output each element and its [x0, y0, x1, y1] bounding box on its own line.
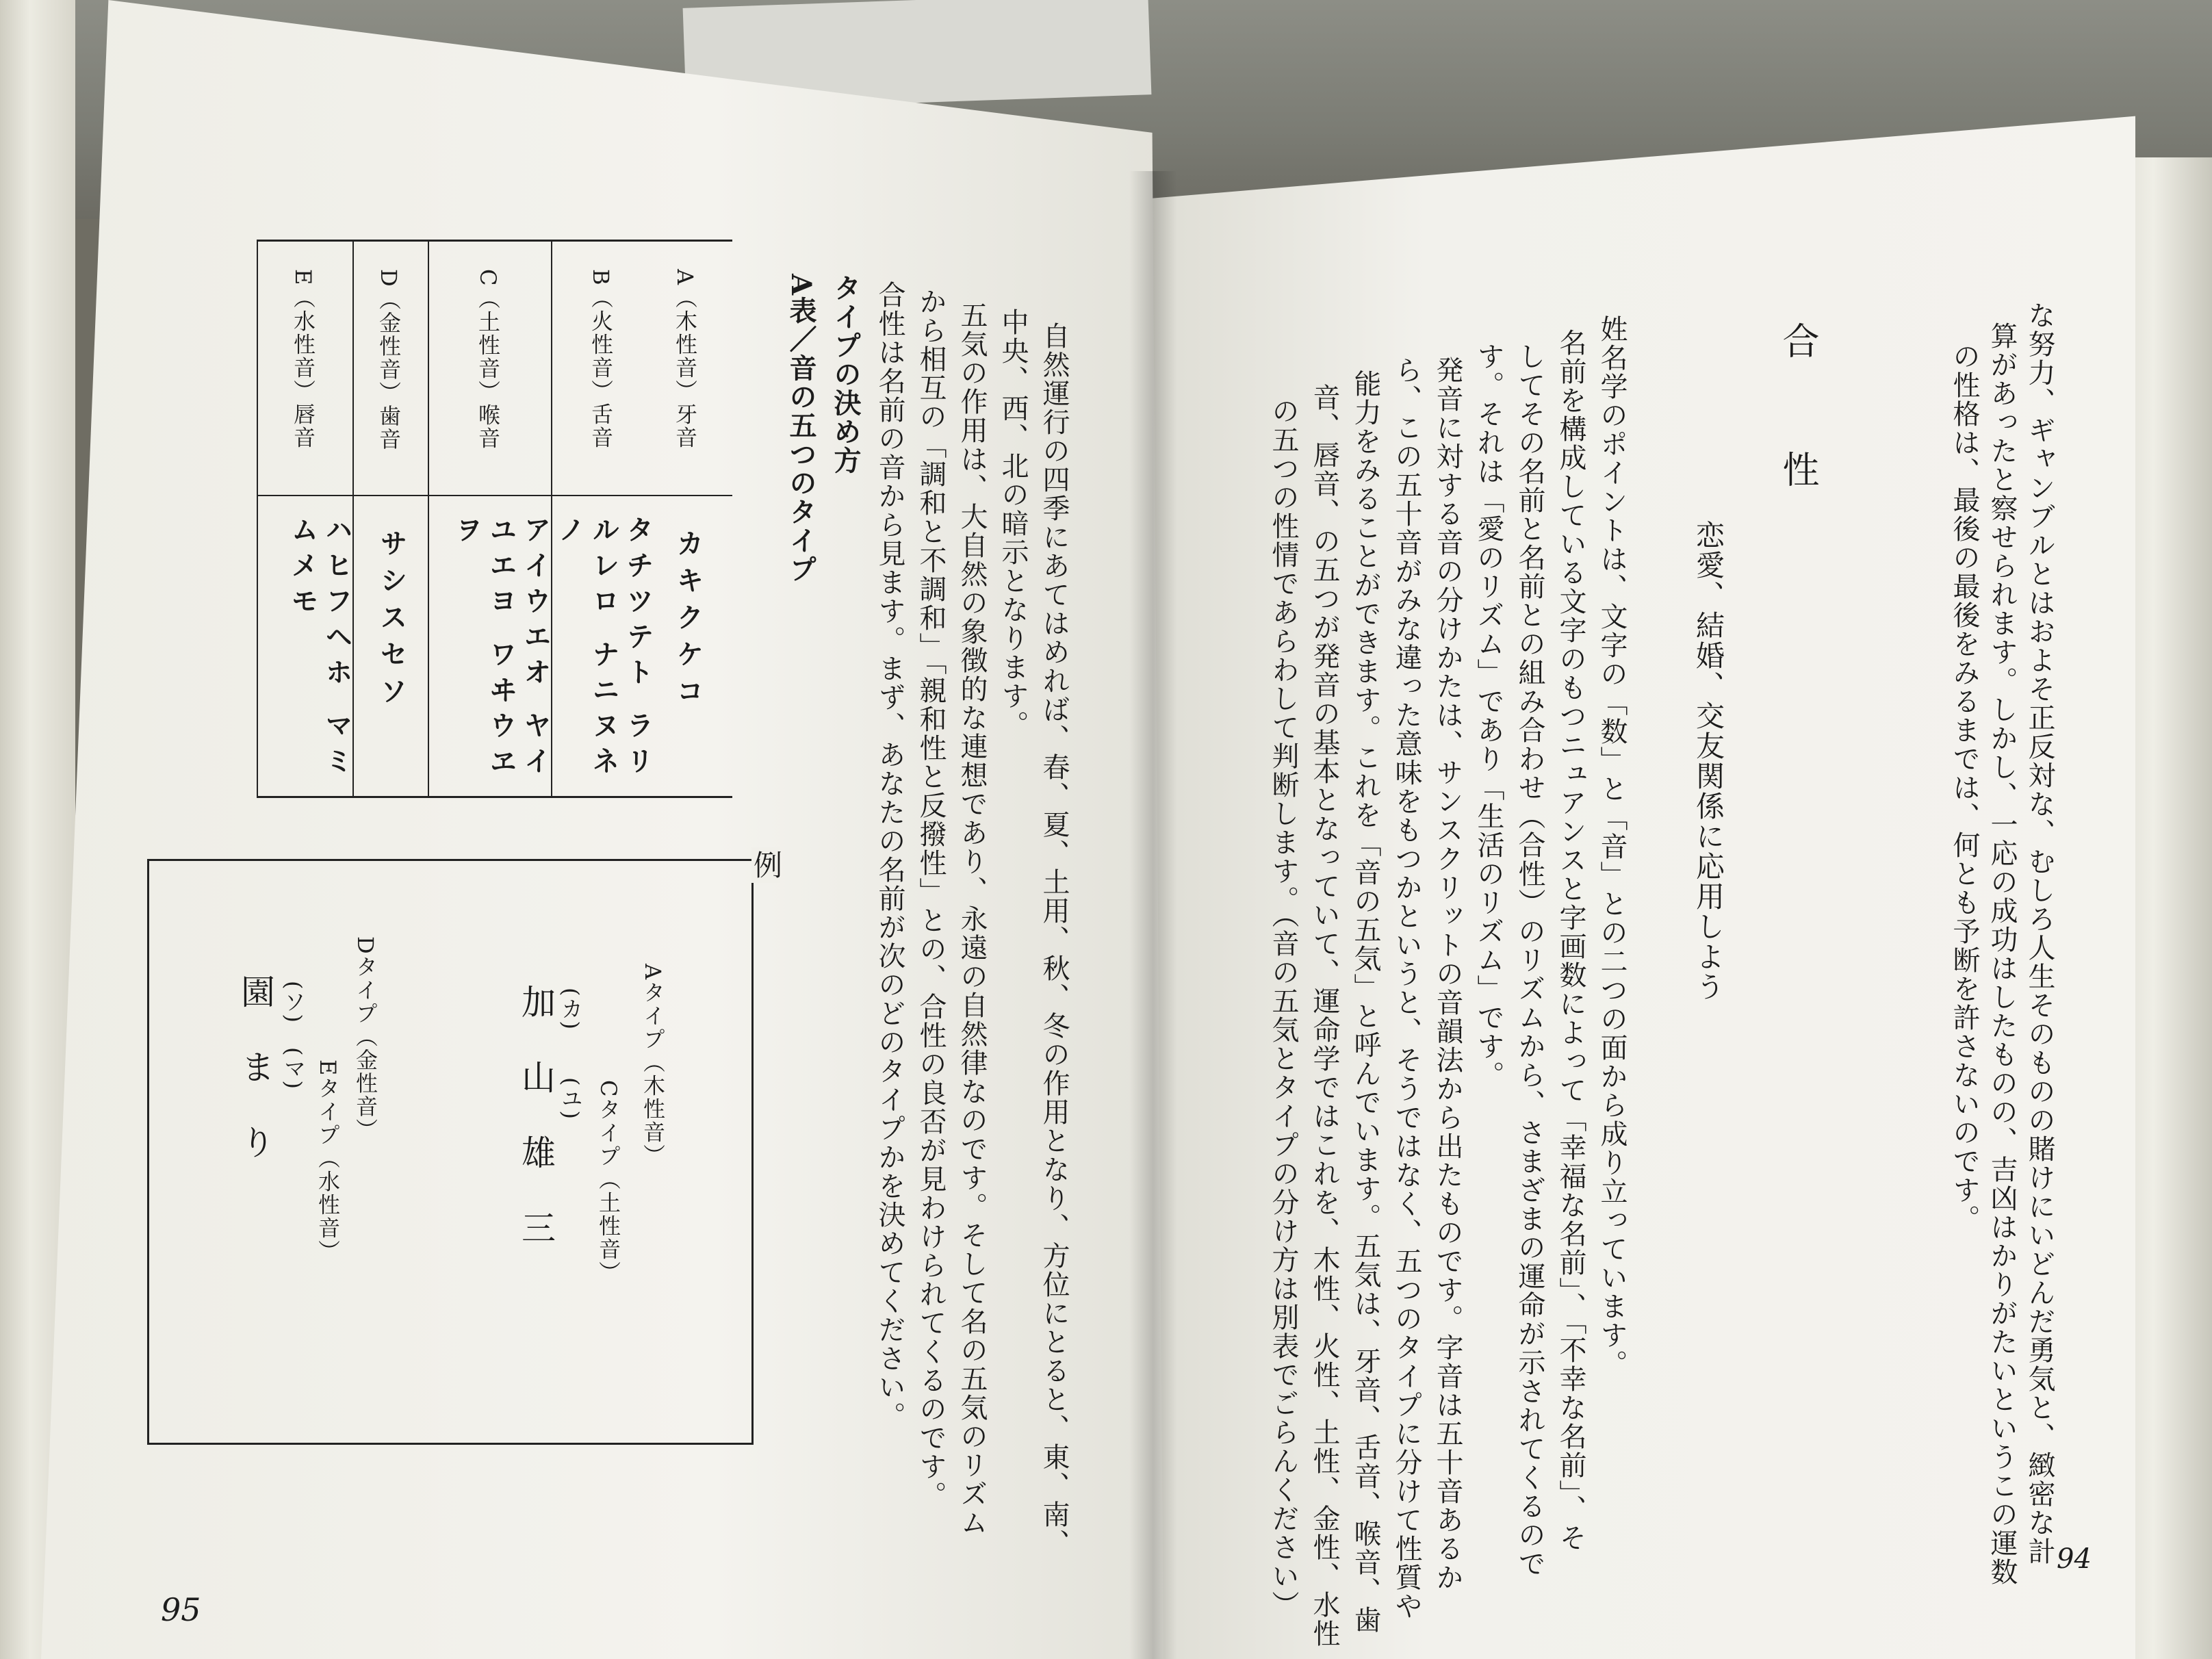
table-title: A表／音の五つのタイプ	[785, 274, 817, 584]
example-box	[147, 850, 783, 1445]
body-paragraph: 能力をみることができます。これを「音の五気」と呼んでいます。五気は、牙音、舌音、喉音、歯	[1350, 370, 1381, 1634]
section-title: タイプの決め方	[830, 274, 862, 475]
text-column: 算があったと察せられます。しかし、一応の成功はしたものの、吉凶はかりがたいというこの運数	[1986, 322, 2018, 1586]
table-row-c	[428, 242, 552, 796]
table-row-d	[352, 242, 429, 796]
body-paragraph: から相互の「調和と不調和」「親和性と反撥性」との、合性の良否が見わけられてくるのです。	[915, 287, 947, 1510]
body-paragraph: ら、この五十音がみな違った意味をもつかというと、そうではなく、五つのタイプに分けて性質や	[1391, 356, 1422, 1621]
body-paragraph: 五気の作用は、大自然の象徴的な連想であり、永遠の自然律なのです。そして名の五気のリズム	[956, 301, 988, 1537]
reading-type: Cタイプ（土性音）	[595, 1080, 621, 1285]
body-paragraph: す。それは「愛のリズム」であり「生活のリズム」です。	[1473, 342, 1504, 1090]
type-label: E（水性音）唇音	[290, 269, 316, 450]
body-paragraph: 中央、西、北の暗示となります。	[997, 308, 1029, 739]
example-name: 加山雄三	[516, 984, 556, 1285]
kana-group: カキクケコ	[672, 529, 704, 714]
kana-group: ハヒフヘホ マミムメモ	[287, 515, 353, 782]
example-name: 園まり	[235, 974, 275, 1200]
type-label: B（火性音）舌音	[588, 269, 614, 450]
reading-type: Eタイプ（水性音）	[315, 1059, 341, 1263]
table-row-b	[551, 242, 655, 796]
type-label: C（土性音）喉音	[475, 269, 501, 450]
body-paragraph: 合性は名前の音から見ます。まず、あなたの名前が次のどのタイプかを決めてください。	[874, 281, 905, 1430]
reading-type: Dタイプ（金性音）	[352, 936, 378, 1142]
body-paragraph: の五つの性情であらわして判断します。（音の五気とタイプの分け方は別表でごらんください）	[1268, 397, 1299, 1619]
section-heading: 合 性	[1777, 322, 1820, 515]
text-column: な努力、ギャンブルとはおよそ正反対な、むしろ人生そのものの賭けにいどんだ勇気と、緻密な計	[2024, 301, 2055, 1566]
body-paragraph: 発音に対する音の分けかたは、サンスクリットの音韻法から出たものです。字音は五十音あるか	[1432, 356, 1463, 1592]
type-label: A（木性音）牙音	[672, 269, 698, 450]
example-label: 例	[751, 847, 780, 883]
reading-marker: (ソ) (マ)	[281, 981, 307, 1090]
kana-group: アイウエオ ヤイユエヨ ワヰウヱヲ	[451, 515, 552, 782]
kana-group: タチツテト ラリルレロ ナニヌネノ	[554, 515, 654, 782]
five-types-table	[257, 240, 732, 798]
reading-type: Aタイプ（木性音）	[640, 964, 666, 1168]
page-number: 95	[161, 1591, 201, 1628]
body-paragraph: 自然運行の四季にあてはめれば、春、夏、土用、秋、冬の作用となり、方位にとると、東、南、	[1038, 322, 1070, 1558]
reading-marker: (カ) (ユ)	[558, 988, 584, 1120]
body-paragraph: してその名前と名前との組み合わせ（合性）のリズムから、さまざまの運命が示されてくるので	[1514, 342, 1545, 1578]
kana-group: サシスセソ	[376, 529, 408, 714]
body-paragraph: 名前を構成している文字のもつニュアンスと字画数によって「幸福な名前」、「不幸な名前」、そ	[1555, 329, 1586, 1552]
body-paragraph: 音、唇音、の五つが発音の基本となっていて、運命学ではこれを、木性、火性、土性、金性、水性	[1309, 383, 1340, 1648]
section-subheading: 恋愛、結婚、交友関係に応用しよう	[1692, 520, 1725, 1002]
table-row-a	[654, 242, 732, 796]
text-column: の性格は、最後の最後をみるまでは、何とも予断を許さないのです。	[1949, 342, 1980, 1233]
type-label: D（金性音）歯音	[376, 269, 402, 451]
book-gutter	[1129, 171, 1177, 1659]
table-row-e	[257, 242, 354, 796]
body-paragraph: 姓名学のポイントは、文字の「数」と「音」との二つの面から成り立っています。	[1596, 315, 1628, 1378]
page-number: 94	[2057, 1543, 2092, 1575]
